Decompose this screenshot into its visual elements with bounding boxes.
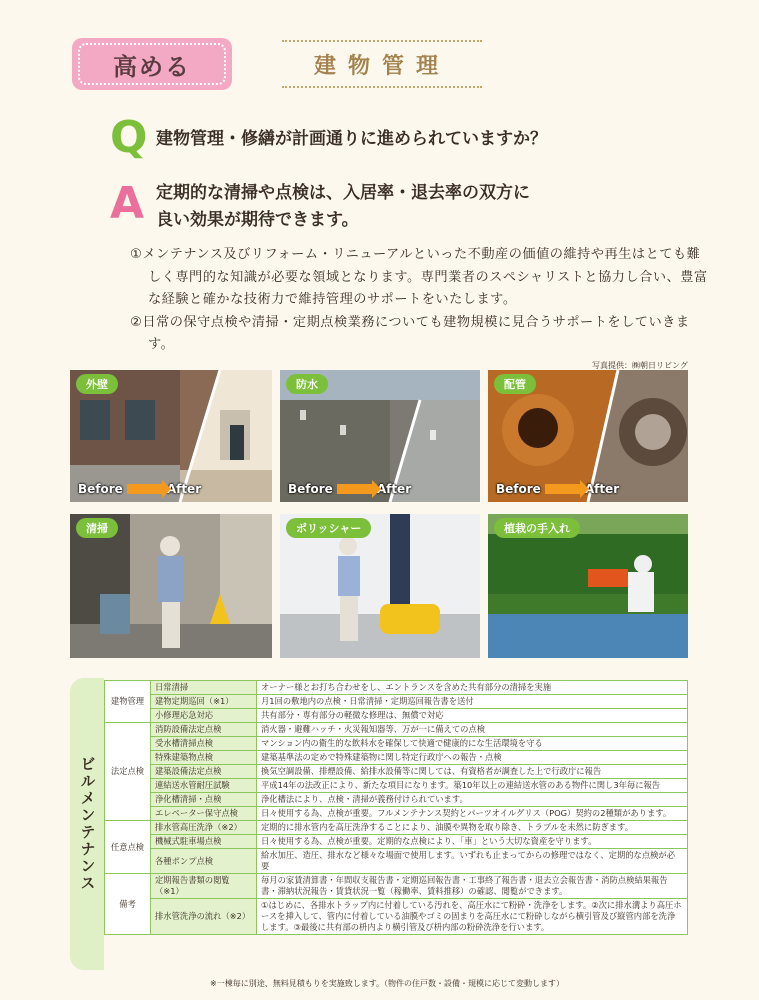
description-cell: マンション内の衛生的な飲料水を確保して快適で健康的にな生活環境を守る	[257, 737, 688, 751]
answer-text	[156, 180, 530, 234]
description-cell: ①はじめに、各排水トラップ内に付着している汚れを、高圧水にて粉砕・洗浄をします。②次に排水溝より高圧ホースを挿入して、管内に付着している油膜やゴミの固まりを高圧水にて粉砕しながら横引管及び縦管内部を洗浄します。③最後に共有部の枡内より横引管及び枡内部の粉砕洗浄を行います。	[257, 899, 688, 935]
item-cell: 建築設備法定点検	[151, 765, 257, 779]
photo-exterior-wall	[70, 370, 272, 502]
building-maintenance-label	[70, 678, 104, 970]
description-cell: 消火器・避難ハッチ・火災報知器等、万が一に備えての点検	[257, 723, 688, 737]
category-cell: 備考	[105, 874, 151, 935]
item-cell: 浄化槽清掃・点検	[151, 793, 257, 807]
answer-mark-letter: A	[110, 178, 145, 229]
table-row	[105, 835, 688, 849]
item-cell: 特殊建築物点検	[151, 751, 257, 765]
before-after-caption	[288, 482, 411, 496]
photo-waterproofing	[280, 370, 480, 502]
table-row	[105, 807, 688, 821]
question-text: 建物管理・修繕が計画通りに進められていますか？	[156, 129, 547, 149]
before-label: Before	[78, 482, 123, 496]
item-cell: 連結送水管耐圧試験	[151, 779, 257, 793]
photo-label: ポリッシャー	[286, 518, 371, 538]
category-cell: 建物管理	[105, 681, 151, 723]
photo-piping	[488, 370, 688, 502]
item-cell: エレベーター保守点検	[151, 807, 257, 821]
table-row	[105, 765, 688, 779]
answer-line-1: 定期的な清掃や点検は、入居率・退去率の双方に	[156, 183, 530, 203]
item-cell: 機械式駐車場点検	[151, 835, 257, 849]
photo-cleaning	[70, 514, 272, 658]
photo-gardening	[488, 514, 688, 658]
photo-label: 植栽の手入れ	[494, 518, 580, 538]
table-row	[105, 709, 688, 723]
after-label: After	[584, 482, 620, 496]
section-tag-label: 高める	[78, 43, 226, 85]
answer-line-2: 良い効果が期待できます。	[156, 210, 359, 230]
arrow-right-icon	[337, 484, 373, 494]
question-mark-letter: Q	[110, 112, 148, 163]
description-cell: 日々使用する為、点検が重要。定期的な点検により、「車」という大切な資産を守ります。	[257, 835, 688, 849]
photo-credit: 写真提供：㈱朝日リビング	[592, 361, 688, 370]
detail-point: ②日常の保守点検や清掃・定期点検業務についても建物規模に見合うサポートをしていきます。	[130, 314, 690, 352]
description-cell: 日々使用する為、点検が重要。フルメンテナンス契約とパーツオイルグリス（POG）契約の2種類があります。	[257, 807, 688, 821]
before-after-caption	[496, 482, 619, 496]
description-cell: 浄化槽法により、点検・清掃が義務付けられています。	[257, 793, 688, 807]
photo-label: 配管	[494, 374, 536, 394]
photo-label: 外壁	[76, 374, 118, 394]
photo-polisher	[280, 514, 480, 658]
side-label-text: ビルメンテナンス	[78, 756, 97, 892]
item-cell: 建物定期巡回（※1）	[151, 695, 257, 709]
description-cell: オーナー様とお打ち合わせをし、エントランスを含めた共有部分の清掃を実施	[257, 681, 688, 695]
table-row	[105, 874, 688, 899]
before-label: Before	[288, 482, 333, 496]
item-cell: 排水管高圧洗浄（※2）	[151, 821, 257, 835]
before-label: Before	[496, 482, 541, 496]
category-cell: 法定点検	[105, 723, 151, 821]
before-after-caption	[78, 482, 201, 496]
item-cell: 消防設備法定点検	[151, 723, 257, 737]
item-cell: 各種ポンプ点検	[151, 849, 257, 874]
description-cell: 月1回の敷地内の点検・日常清掃・定期巡回報告書を送付	[257, 695, 688, 709]
table-row	[105, 737, 688, 751]
table-row	[105, 751, 688, 765]
answer-details	[130, 244, 710, 357]
table-row	[105, 681, 688, 695]
maintenance-table	[104, 680, 688, 935]
category-cell: 任意点検	[105, 821, 151, 874]
description-cell: 毎月の家賃清算書・年間収支報告書・定期巡回報告書・工事終了報告書・退去立会報告書・消防点検結果報告書・滞納状況報告・賃貸状況一覧（稼働率、賃料推移）の確認、閲覧ができます。	[257, 874, 688, 899]
table-row	[105, 899, 688, 935]
arrow-right-icon	[545, 484, 581, 494]
item-cell: 排水管洗浄の流れ（※2）	[151, 899, 257, 935]
item-cell: 小修理応急対応	[151, 709, 257, 723]
table-row	[105, 849, 688, 874]
photo-label: 清掃	[76, 518, 118, 538]
item-cell: 受水槽清掃点検	[151, 737, 257, 751]
section-tag	[72, 38, 232, 90]
item-cell: 日常清掃	[151, 681, 257, 695]
description-cell: 換気空調設備、排煙設備、給排水設備等に関しては、有資格者が調査した上で行政庁に報告	[257, 765, 688, 779]
table-row	[105, 793, 688, 807]
description-cell: 定期的に排水管内を高圧洗浄することにより、油膜や異物を取り除き、トラブルを未然に防ぎます。	[257, 821, 688, 835]
description-cell: 共有部分・専有部分の軽微な修理は、無償で対応	[257, 709, 688, 723]
page-title: 建物管理	[282, 40, 482, 88]
description-cell: 建築基準法の定めで特殊建築物に関し特定行政庁への報告・点検	[257, 751, 688, 765]
table-row	[105, 695, 688, 709]
table-row	[105, 723, 688, 737]
table-row	[105, 779, 688, 793]
description-cell: 平成14年の法改正により、新たな項目になります。築10年以上の連結送水管のある物件に関し3年毎に報告	[257, 779, 688, 793]
after-label: After	[166, 482, 202, 496]
after-label: After	[376, 482, 412, 496]
description-cell: 給水加圧、造圧、排水など様々な場面で使用します。いずれも止まってからの修理ではなく、定期的な点検が必要	[257, 849, 688, 874]
detail-point: ①メンテナンス及びリフォーム・リニューアルといった不動産の価値の維持や再生はとても難しく専門的な知識が必要な領域となります。専門業者のスペシャリストと協力し合い、豊富な経験と確かな技術力で維持管理のサポートをいたします。	[130, 247, 708, 307]
arrow-right-icon	[127, 484, 163, 494]
footnote: ※一棟毎に別途、無料見積もりを実施致します。（物件の住戸数・設備・規模に応じて変動します）	[210, 979, 565, 988]
photo-label: 防水	[286, 374, 328, 394]
table-row	[105, 821, 688, 835]
item-cell: 定期報告書類の閲覧（※1）	[151, 874, 257, 899]
